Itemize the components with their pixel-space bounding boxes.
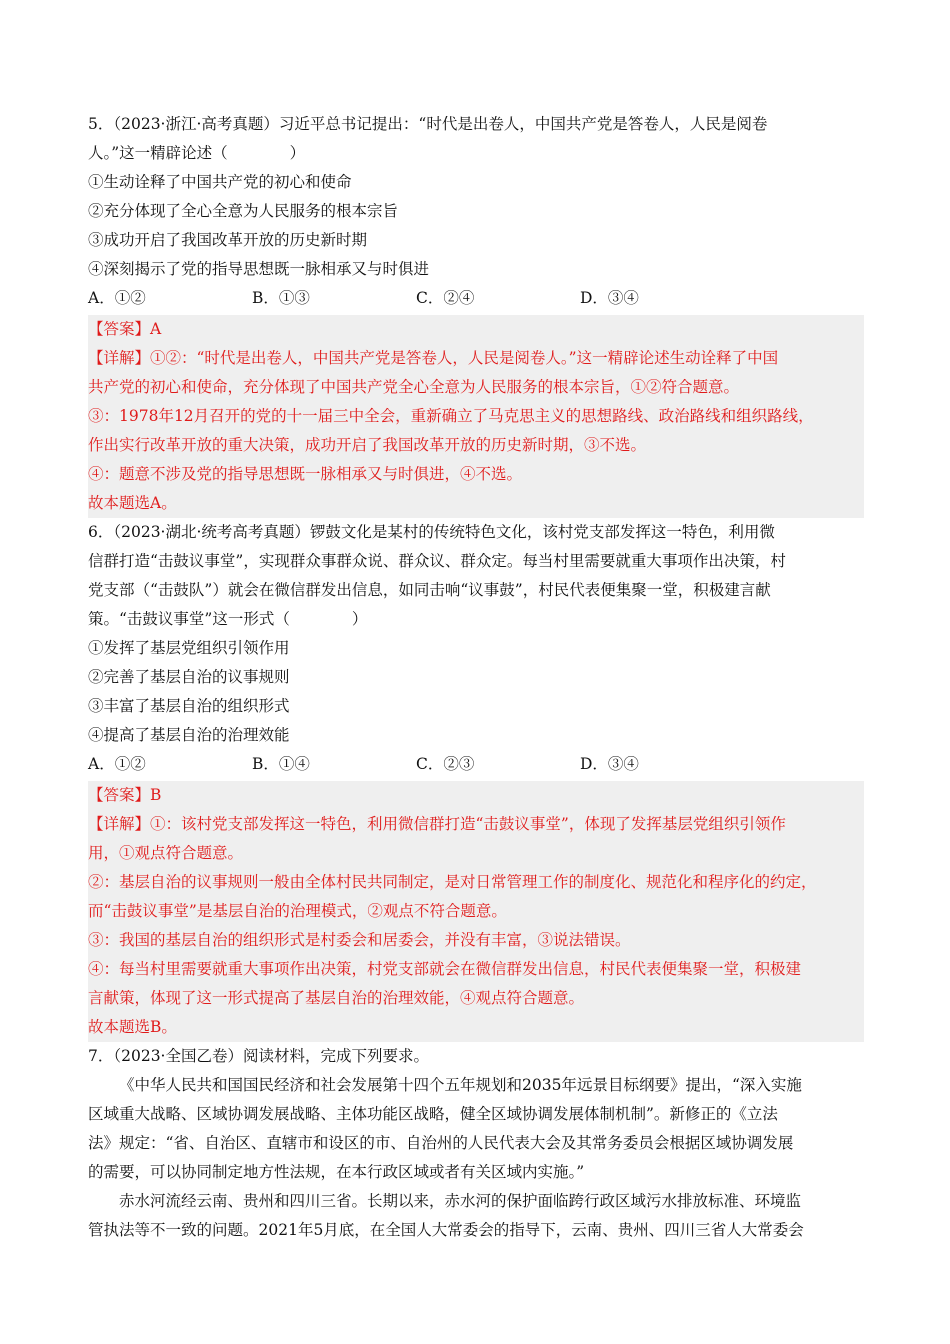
explanation-line: 而“击鼓议事堂”是基层自治的治理模式，②观点不符合题意。 <box>88 902 507 920</box>
question-5 <box>88 110 866 518</box>
answer-options <box>88 750 866 779</box>
answer-label: 【答案】A <box>88 320 162 338</box>
question-6 <box>88 518 866 1042</box>
material-paragraph-line: 的需要，可以协同制定地方性法规，在本行政区域或者有关区域内实施。” <box>88 1163 585 1181</box>
material-paragraph-line: 区域重大战略、区域协调发展战略、主体功能区战略，健全区域协调发展体制机制”。新修正的《立法 <box>88 1105 778 1123</box>
explanation-line: 共产党的初心和使命，充分体现了中国共产党全心全意为人民服务的根本宗旨，①②符合题意。 <box>88 378 740 396</box>
explanation-line: 作出实行改革开放的重大决策，成功开启了我国改革开放的历史新时期，③不选。 <box>88 436 647 454</box>
option-c: C．②③ <box>416 755 475 773</box>
option-a: A．①② <box>88 755 146 773</box>
explanation-line: 【详解】①：该村党支部发挥这一特色，利用微信群打造“击鼓议事堂”，体现了发挥基层党组织引领作 <box>88 815 786 833</box>
statement-item: ④提高了基层自治的治理效能 <box>88 726 290 744</box>
statement-item: ④深刻揭示了党的指导思想既一脉相承又与时俱进 <box>88 260 430 278</box>
conclusion: 故本题选B。 <box>88 1018 177 1036</box>
material-paragraph-line: 《中华人民共和国国民经济和社会发展第十四个五年规划和2035年远景目标纲要》提出，“深入实施 <box>119 1076 802 1094</box>
question-stem: 策。“击鼓议事堂”这一形式（ ） <box>88 610 368 628</box>
statement-item: ②充分体现了全心全意为人民服务的根本宗旨 <box>88 202 399 220</box>
explanation-line: ③：1978年12月召开的党的十一届三中全会，重新确立了马克思主义的思想路线、政治路线和组织路线， <box>88 407 814 425</box>
option-c: C．②④ <box>416 289 475 307</box>
option-b: B．①③ <box>252 289 310 307</box>
statement-item: ②完善了基层自治的议事规则 <box>88 668 290 686</box>
statement-item: ①生动诠释了中国共产党的初心和使命 <box>88 173 352 191</box>
conclusion: 故本题选A。 <box>88 494 177 512</box>
document-page <box>88 110 866 1245</box>
statement-item: ①发挥了基层党组织引领作用 <box>88 639 290 657</box>
question-stem: 5．（2023·浙江·高考真题）习近平总书记提出：“时代是出卷人，中国共产党是答卷人，人民是阅卷 <box>88 115 768 133</box>
question-stem: 人。”这一精辟论述（ ） <box>88 144 306 162</box>
answer-block <box>88 315 864 518</box>
explanation-line: ②：基层自治的议事规则一般由全体村民共同制定，是对日常管理工作的制度化、规范化和程序化的约定， <box>88 873 817 891</box>
material-paragraph-line: 法》规定：“省、自治区、直辖市和设区的市、自治州的人民代表大会及其常务委员会根据区域协调发展 <box>88 1134 794 1152</box>
material-paragraph-line: 赤水河流经云南、贵州和四川三省。长期以来，赤水河的保护面临跨行政区域污水排放标准、环境监 <box>119 1192 802 1210</box>
explanation-line: 用，①观点符合题意。 <box>88 844 244 862</box>
question-7 <box>88 1042 866 1245</box>
statement-item: ③成功开启了我国改革开放的历史新时期 <box>88 231 368 249</box>
question-stem: 6．（2023·湖北·统考高考真题）锣鼓文化是某村的传统特色文化，该村党支部发挥这一特色，利用微 <box>88 523 775 541</box>
answer-options <box>88 284 866 313</box>
option-a: A．①② <box>88 289 146 307</box>
option-b: B．①④ <box>252 755 310 773</box>
answer-label: 【答案】B <box>88 786 162 804</box>
statement-item: ③丰富了基层自治的组织形式 <box>88 697 290 715</box>
option-d: D．③④ <box>580 289 639 307</box>
explanation-line: ④：题意不涉及党的指导思想既一脉相承又与时俱进，④不选。 <box>88 465 523 483</box>
explanation-line: 言献策，体现了这一形式提高了基层自治的治理效能，④观点符合题意。 <box>88 989 585 1007</box>
explanation-line: ③：我国的基层自治的组织形式是村委会和居委会，并没有丰富，③说法错误。 <box>88 931 631 949</box>
explanation-line: 【详解】①②：“时代是出卷人，中国共产党是答卷人，人民是阅卷人。”这一精辟论述生动诠释了中国 <box>88 349 779 367</box>
question-stem: 信群打造“击鼓议事堂”，实现群众事群众说、群众议、群众定。每当村里需要就重大事项作出决策，村 <box>88 552 786 570</box>
question-stem: 7．（2023·全国乙卷）阅读材料，完成下列要求。 <box>88 1047 429 1065</box>
option-d: D．③④ <box>580 755 639 773</box>
material-paragraph-line: 管执法等不一致的问题。2021年5月底，在全国人大常委会的指导下，云南、贵州、四川三省人大常委会 <box>88 1221 804 1239</box>
answer-block <box>88 781 864 1042</box>
question-stem: 党支部（“击鼓队”）就会在微信群发出信息，如同击响“议事鼓”，村民代表便集聚一堂，积极建言献 <box>88 581 771 599</box>
explanation-line: ④：每当村里需要就重大事项作出决策，村党支部就会在微信群发出信息，村民代表便集聚一堂，积极建 <box>88 960 802 978</box>
